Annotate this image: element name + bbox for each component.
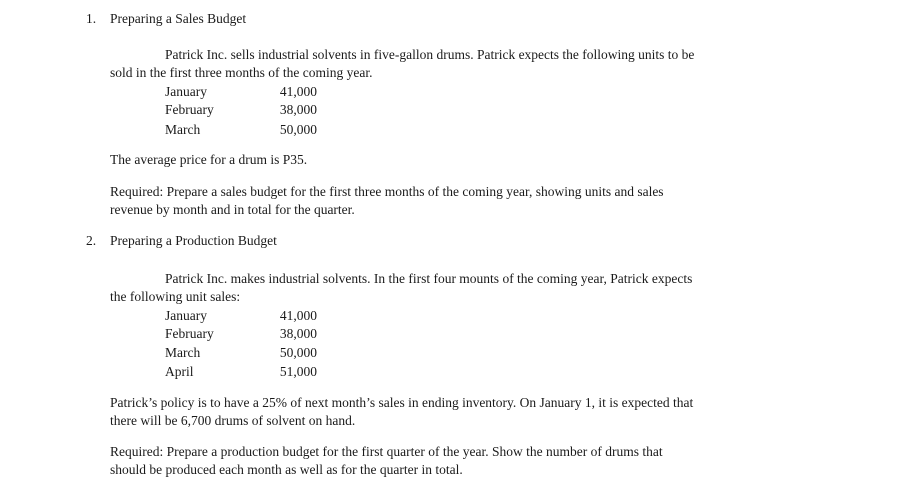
p1-units-january: 41,000 [279, 84, 317, 99]
problem1-required-line2: revenue by month and in total for the quarter. [110, 202, 355, 217]
p1-units-march: 50,000 [279, 122, 317, 137]
problem2-required-line2: should be produced each month as well as for the quarter in total. [110, 462, 463, 477]
p2-month-february: February [165, 326, 214, 341]
p2-units-april: 51,000 [279, 364, 317, 379]
p2-units-february: 38,000 [279, 326, 317, 341]
p2-month-january: January [165, 308, 207, 323]
problem2-required-line1: Required: Prepare a production budget for the first quarter of the year. Show the number of drums that [110, 444, 663, 459]
problem1-required-line1: Required: Prepare a sales budget for the first three months of the coming year, showing units and sales [110, 184, 664, 199]
problem1-intro-line1: Patrick Inc. sells industrial solvents in five-gallon drums. Patrick expects the following units to be [165, 47, 695, 62]
p1-month-february: February [165, 102, 214, 117]
p2-units-march: 50,000 [279, 345, 317, 360]
p1-units-february: 38,000 [279, 102, 317, 117]
p2-units-january: 41,000 [279, 308, 317, 323]
problem2-title: Preparing a Production Budget [110, 233, 277, 248]
problem2-policy-line2: there will be 6,700 drums of solvent on hand. [110, 413, 356, 428]
p1-month-january: January [165, 84, 207, 99]
problem1-intro-line2: sold in the first three months of the coming year. [110, 65, 373, 80]
problem2-intro-line1: Patrick Inc. makes industrial solvents. In the first four mounts of the coming year, Patrick expects [165, 271, 693, 286]
problem2-number: 2. [86, 233, 97, 248]
p2-month-april: April [165, 364, 194, 379]
problem1-price: The average price for a drum is P35. [110, 152, 308, 167]
problem2-intro-line2: the following unit sales: [110, 289, 241, 304]
p2-month-march: March [165, 345, 201, 360]
problem1-title: Preparing a Sales Budget [110, 11, 247, 26]
problem1-number: 1. [86, 11, 97, 26]
p1-month-march: March [165, 122, 201, 137]
problem2-policy-line1: Patrick’s policy is to have a 25% of next month’s sales in ending inventory. On January 1, it is expected that [110, 395, 694, 410]
